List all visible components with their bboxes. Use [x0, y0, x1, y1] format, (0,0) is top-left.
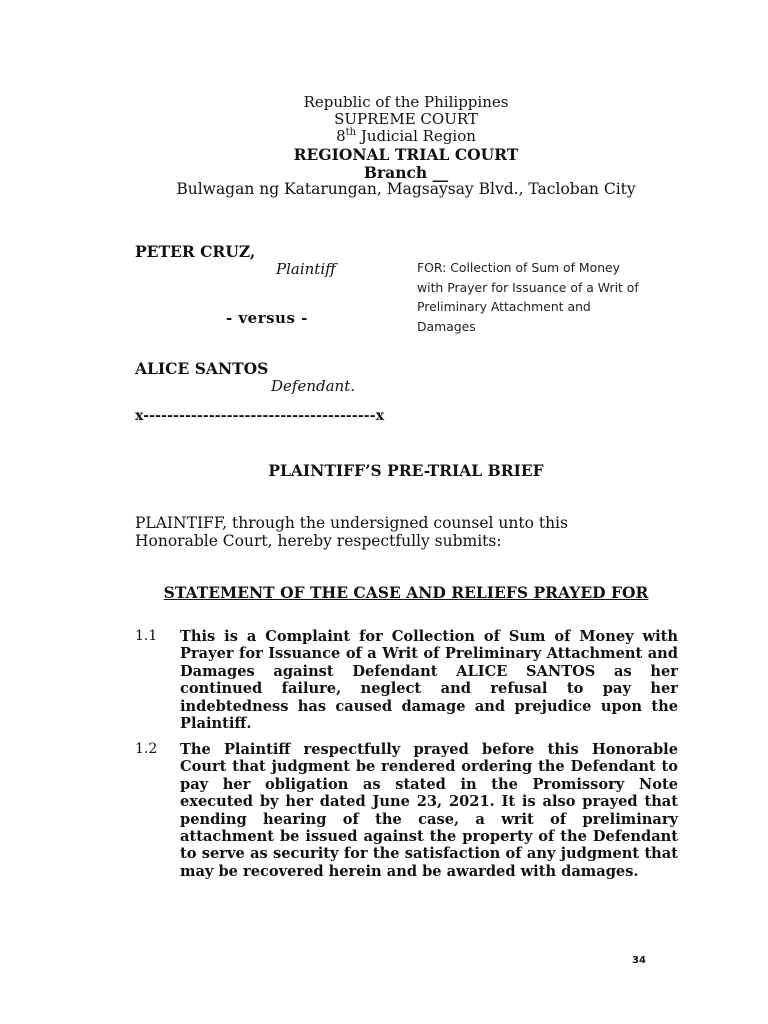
for-line: Damages: [417, 318, 476, 334]
header-supreme-court: SUPREME COURT: [334, 110, 478, 128]
intro-paragraph: PLAINTIFF, through the undersigned counsel unto this Honorable Court, hereby respectfully submits:: [135, 514, 568, 550]
header-branch: Branch __: [363, 163, 449, 182]
paragraph-text: The Plaintiff respectfully prayed before this Honorable Court that judgment be rendered ordering the Defendant to pay her obligation as stated in the Promissory Note executed by her dated June 23, 2021. It is also prayed that pending hearing of the case, a writ of preliminary attachment be issued against the property of the Defendant to serve as security for the satisfaction of any judgment that may be recovered herein and be awarded with damages.: [180, 741, 678, 880]
paragraph-number: 1.2: [135, 741, 158, 757]
paragraph-text: This is a Complaint for Collection of Sum of Money with Prayer for Issuance of a Writ of Preliminary Attachment and Damages against Defendant ALICE SANTOS as her continued failure, neglect and refusal to pay her indebtedness has caused damage and prejudice upon the Plaintiff.: [180, 628, 678, 733]
defendant-role: Defendant.: [271, 377, 355, 395]
document-title: PLAINTIFF’S PRE-TRIAL BRIEF: [268, 461, 544, 480]
region-ordinal: th: [345, 127, 357, 138]
for-line: Preliminary Attachment and: [417, 299, 591, 314]
for-line: FOR: Collection of Sum of Money: [417, 260, 621, 275]
for-line: with Prayer for Issuance of a Writ of: [417, 279, 639, 295]
header-address: Bulwagan ng Katarungan, Magsaysay Blvd., Tacloban City: [176, 180, 636, 198]
defendant-name: ALICE SANTOS: [135, 359, 269, 378]
header-rtc: REGIONAL TRIAL COURT: [293, 145, 519, 164]
plaintiff-name: PETER CRUZ,: [135, 242, 256, 261]
caption-divider: x---------------------------------------x: [135, 408, 385, 424]
header-judicial-region: [0, 128, 768, 145]
region-label: Judicial Region: [356, 127, 476, 145]
header-republic: Republic of the Philippines: [303, 93, 509, 111]
plaintiff-role: Plaintiff: [276, 260, 336, 278]
section-heading: STATEMENT OF THE CASE AND RELIEFS PRAYED FOR: [163, 583, 649, 602]
versus-label: - versus -: [226, 309, 308, 327]
paragraph-number: 1.1: [135, 628, 158, 644]
for-block: [417, 258, 639, 336]
page-number: 34: [632, 955, 646, 966]
region-number: 8: [336, 127, 346, 145]
